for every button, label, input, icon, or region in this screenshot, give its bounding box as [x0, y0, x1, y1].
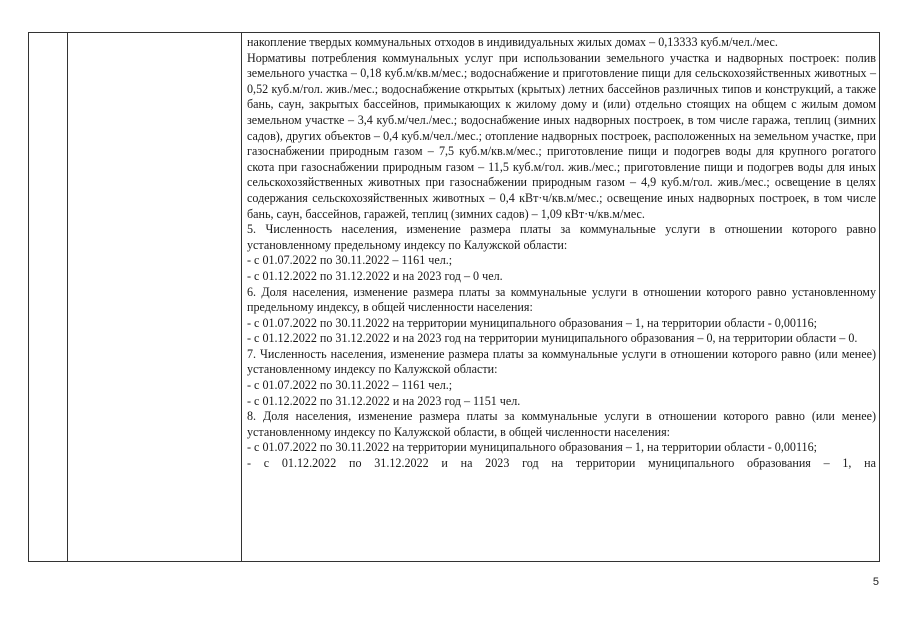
page-number: 5 [872, 576, 879, 588]
paragraph: 6. Доля населения, изменение размера платы за коммунальные услуги в отношении которого равно установленному предельному индексу, в общей численности населения: [247, 284, 876, 315]
paragraph: - с 01.12.2022 по 31.12.2022 и на 2023 год на территории муниципального образования – 1, на [247, 456, 876, 471]
paragraph: 5. Численность населения, изменение размера платы за коммунальные услуги в отношении которого равно установленному предельному индексу по Калужской области: [247, 222, 876, 252]
paragraph: Нормативы потребления коммунальных услуг при использовании земельного участка и надворных построек: полив земельного участка – 0,18 куб.м/кв.м/мес.; водоснабжение и приготовление пищи для сельскохозяйственных животных – 0,52 куб.м/гол. жив./мес.; водоснабжение открытых (крытых) летних бассейнов различных типов и конструкций, а также бань, саун, закрытых бассейнов, примыкающих к жилому дому и (или) отдельно стоящих на общем с жилым домом земельном участке – 3,4 куб.м/чел./мес.; водоснабжение иных надворных построек, в том числе гаража, теплиц (зимних садов), других объектов – 0,4 куб.м/чел./мес.; отопление надворных построек, расположенных на земельном участке, при газоснабжении природным газом – 7,5 куб.м/кв.м/мес.; приготовление пищи и подогрев воды для крупного рогатого скота при газоснабжении природным газом – 11,5 куб.м/гол. жив./мес.; приготовление пищи и подогрев воды для иных сельскохозяйственных животных при газоснабжении природным газом – 4,9 куб.м/гол. жив./мес.; освещение в целях содержания сельскохозяйственных животных – 0,4 кВт·ч/кв.м/мес.; освещение иных надворных построек, в том числе бань, саун, бассейнов, гаражей, теплиц (зимних садов) – 1,09 кВт·ч/кв.м/мес. [247, 50, 876, 221]
paragraph: - с 01.07.2022 по 30.11.2022 на территории муниципального образования – 1, на территории области - 0,00116; [247, 315, 817, 330]
paragraph: накопление твердых коммунальных отходов в индивидуальных жилых домах – 0,13333 куб.м/чел./мес. [247, 35, 778, 49]
text-column-cell [242, 33, 880, 562]
paragraph: - с 01.07.2022 по 30.11.2022 на территории муниципального образования – 1, на территории области - 0,00116; [247, 440, 817, 455]
paragraph: 7. Численность населения, изменение размера платы за коммунальные услуги в отношении которого равно (или менее) установленному индексу по Калужской области: [247, 346, 876, 377]
paragraph: - с 01.12.2022 по 31.12.2022 и на 2023 год – 1151 чел. [247, 393, 521, 408]
paragraph: 8. Доля населения, изменение размера платы за коммунальные услуги в отношении которого равно (или менее) установленному индексу по Калужской области, в общей численности населения: [247, 409, 876, 439]
content-table [28, 32, 880, 562]
paragraph: - с 01.07.2022 по 30.11.2022 – 1161 чел.; [247, 253, 453, 268]
paragraph: - с 01.12.2022 по 31.12.2022 и на 2023 год – 0 чел. [247, 268, 503, 283]
number-column-cell [29, 33, 68, 562]
paragraph: - с 01.12.2022 по 31.12.2022 и на 2023 год на территории муниципального образования – 0, на территории области – 0. [247, 331, 858, 346]
table-row [29, 33, 880, 562]
paragraph: - с 01.07.2022 по 30.11.2022 – 1161 чел.; [247, 378, 453, 393]
name-column-cell [68, 33, 242, 562]
text-cell-content [242, 33, 879, 561]
